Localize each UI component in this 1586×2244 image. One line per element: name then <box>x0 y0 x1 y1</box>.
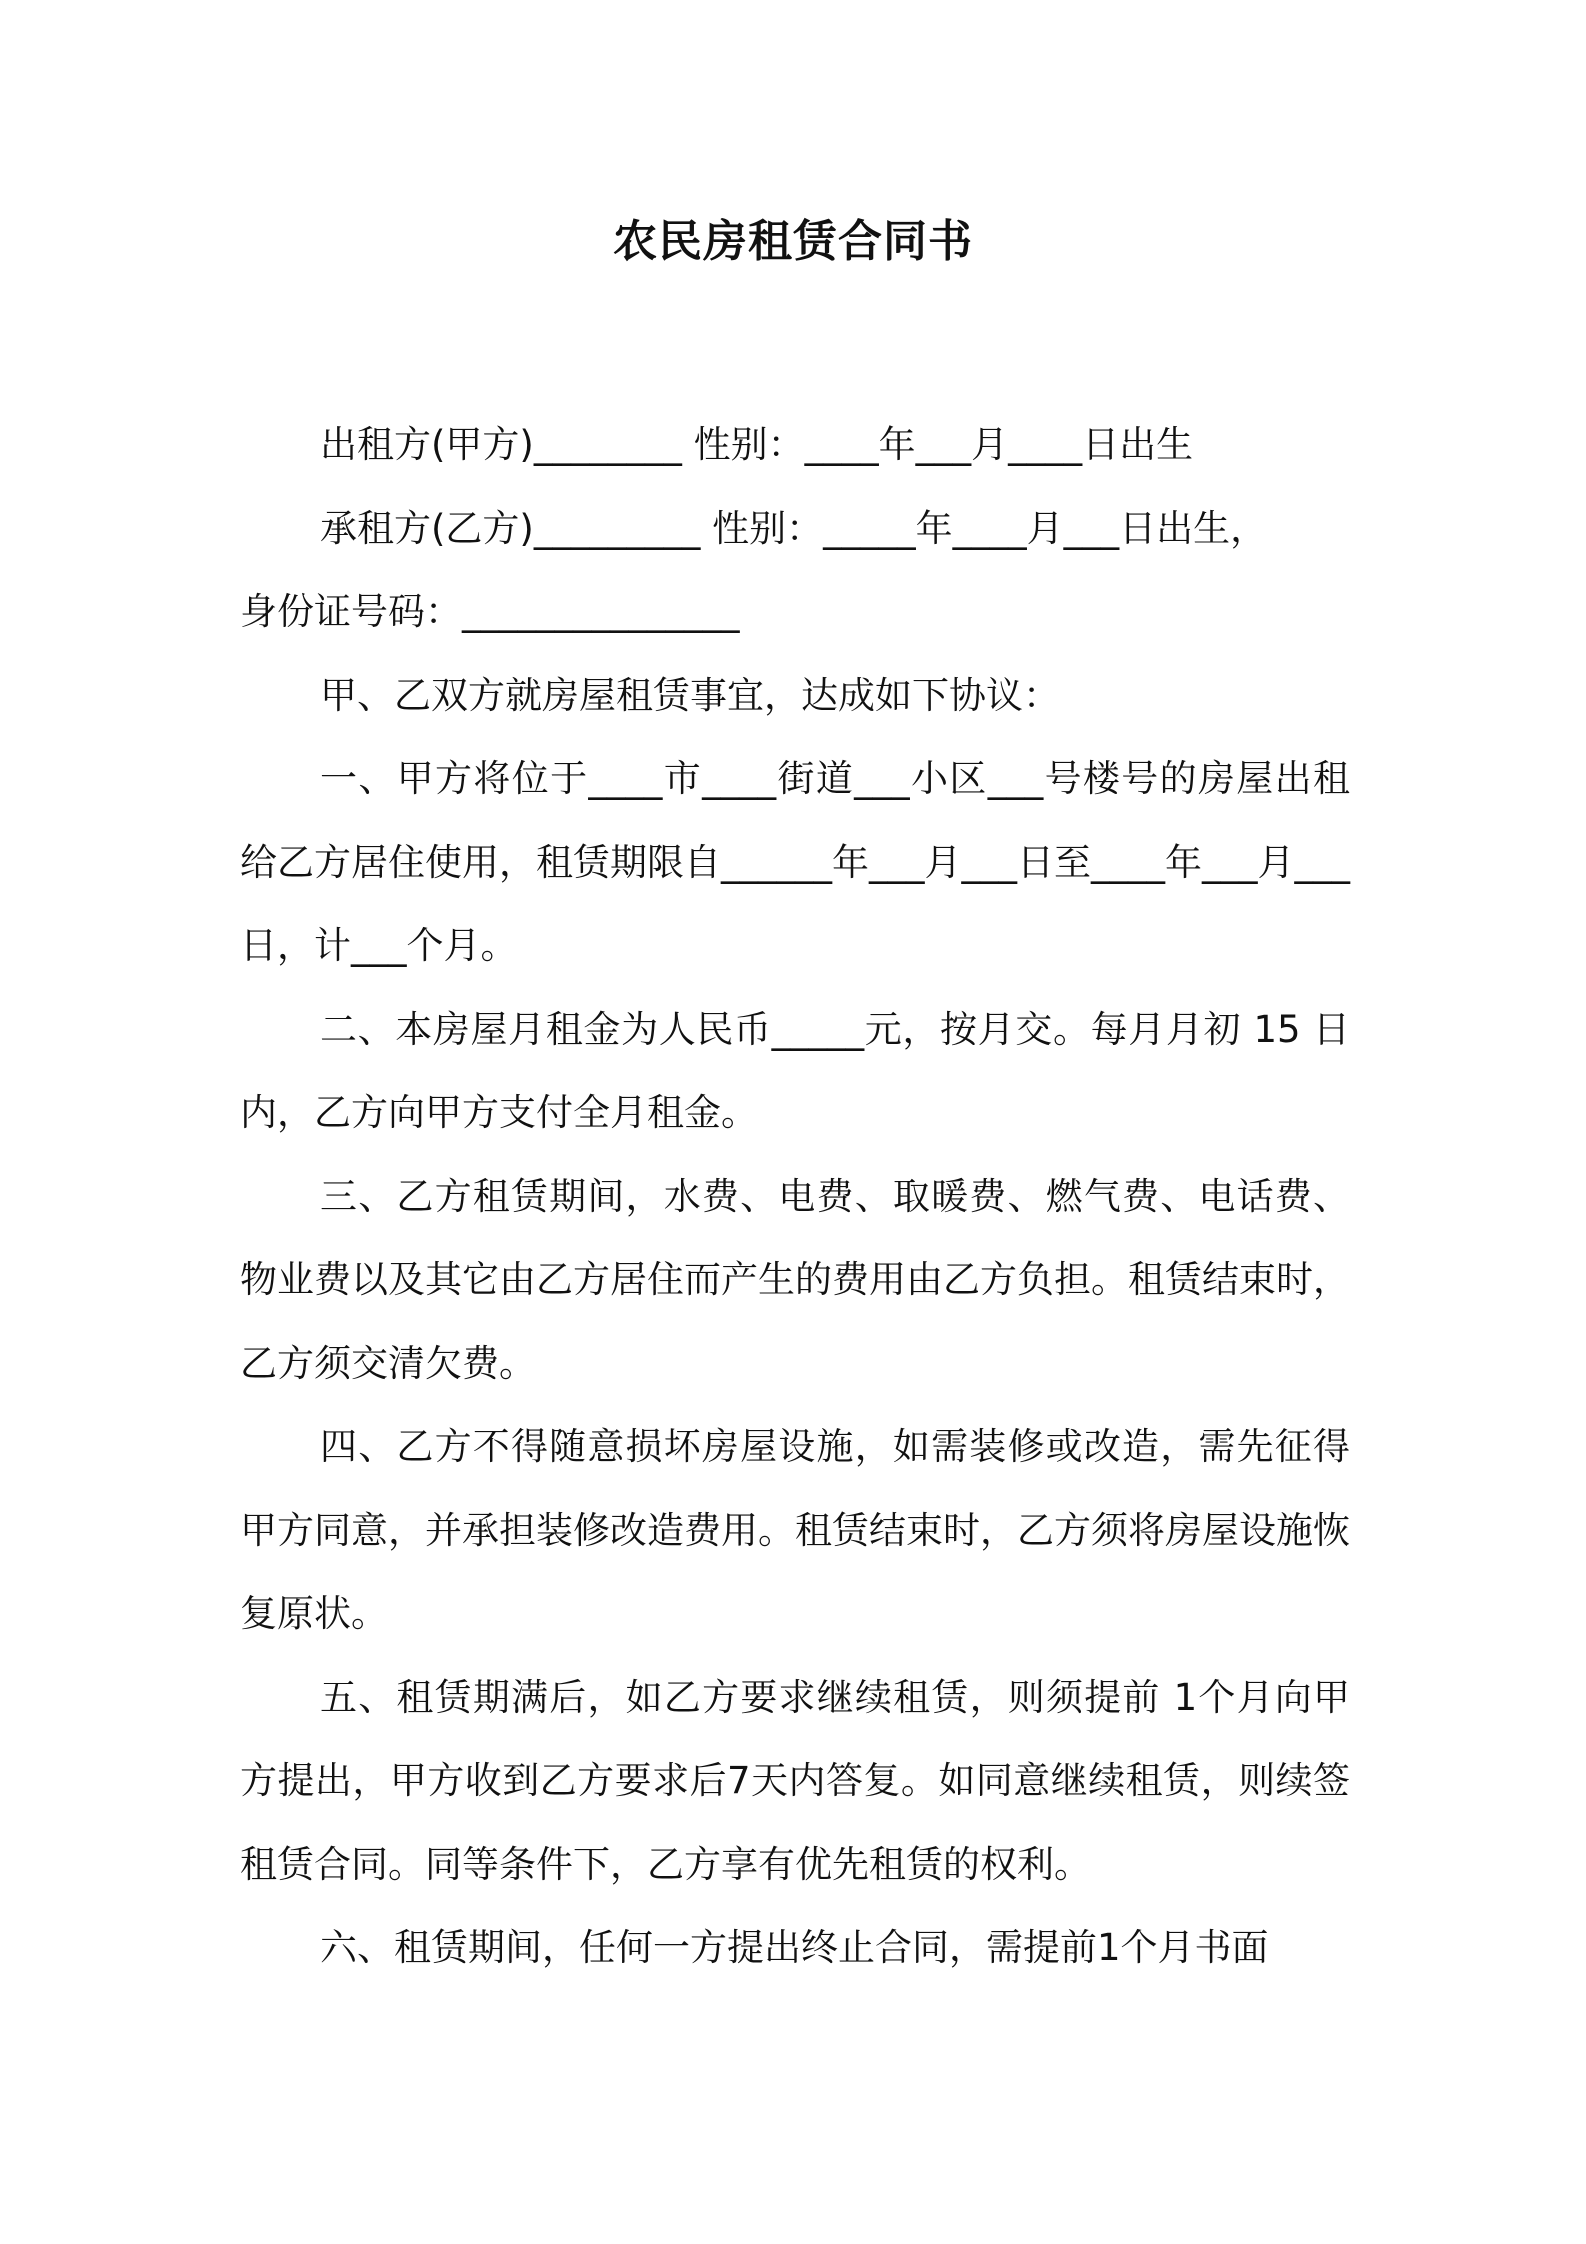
clause-4: 四、乙方不得随意损坏房屋设施，如需装修或改造，需先征得甲方同意，并承担装修改造费用。租赁结束时，乙方须将房屋设施恢复原状。 <box>240 1425 1350 1635</box>
id-number-line: 身份证号码：_______________ <box>240 590 740 633</box>
clause-2: 二、本房屋月租金为人民币_____元，按月交。每月月初 15 日内，乙方向甲方支付全月租金。 <box>240 1007 1350 1134</box>
lessee-line: 承租方(乙方)_________ 性别：_____年____月___日出生， <box>320 506 1268 550</box>
document-title: 农民房租赁合同书 <box>613 216 973 267</box>
agreement-intro: 甲、乙双方就房屋租赁事宜，达成如下协议： <box>320 673 1060 717</box>
clause-1: 一、甲方将位于____市____街道___小区___号楼号的房屋出租给乙方居住使用，租赁期限自______年___月___日至____年___月___日，计___个月。 <box>240 757 1350 967</box>
lessor-line: 出租方(甲方)________ 性别：____年___月____日出生 <box>320 423 1194 466</box>
clause-3: 三、乙方租赁期间，水费、电费、取暖费、燃气费、电话费、物业费以及其它由乙方居住而产生的费用由乙方负担。租赁结束时，乙方须交清欠费。 <box>240 1174 1350 1385</box>
clause-6: 六、租赁期间，任何一方提出终止合同，需提前1个月书面 <box>320 1926 1269 1969</box>
clause-5: 五、租赁期满后，如乙方要求继续租赁，则须提前 1个月向甲方提出，甲方收到乙方要求后7天内答复。如同意继续租赁，则续签租赁合同。同等条件下，乙方享有优先租赁的权利。 <box>240 1675 1350 1886</box>
contract-body <box>240 403 1350 1990</box>
